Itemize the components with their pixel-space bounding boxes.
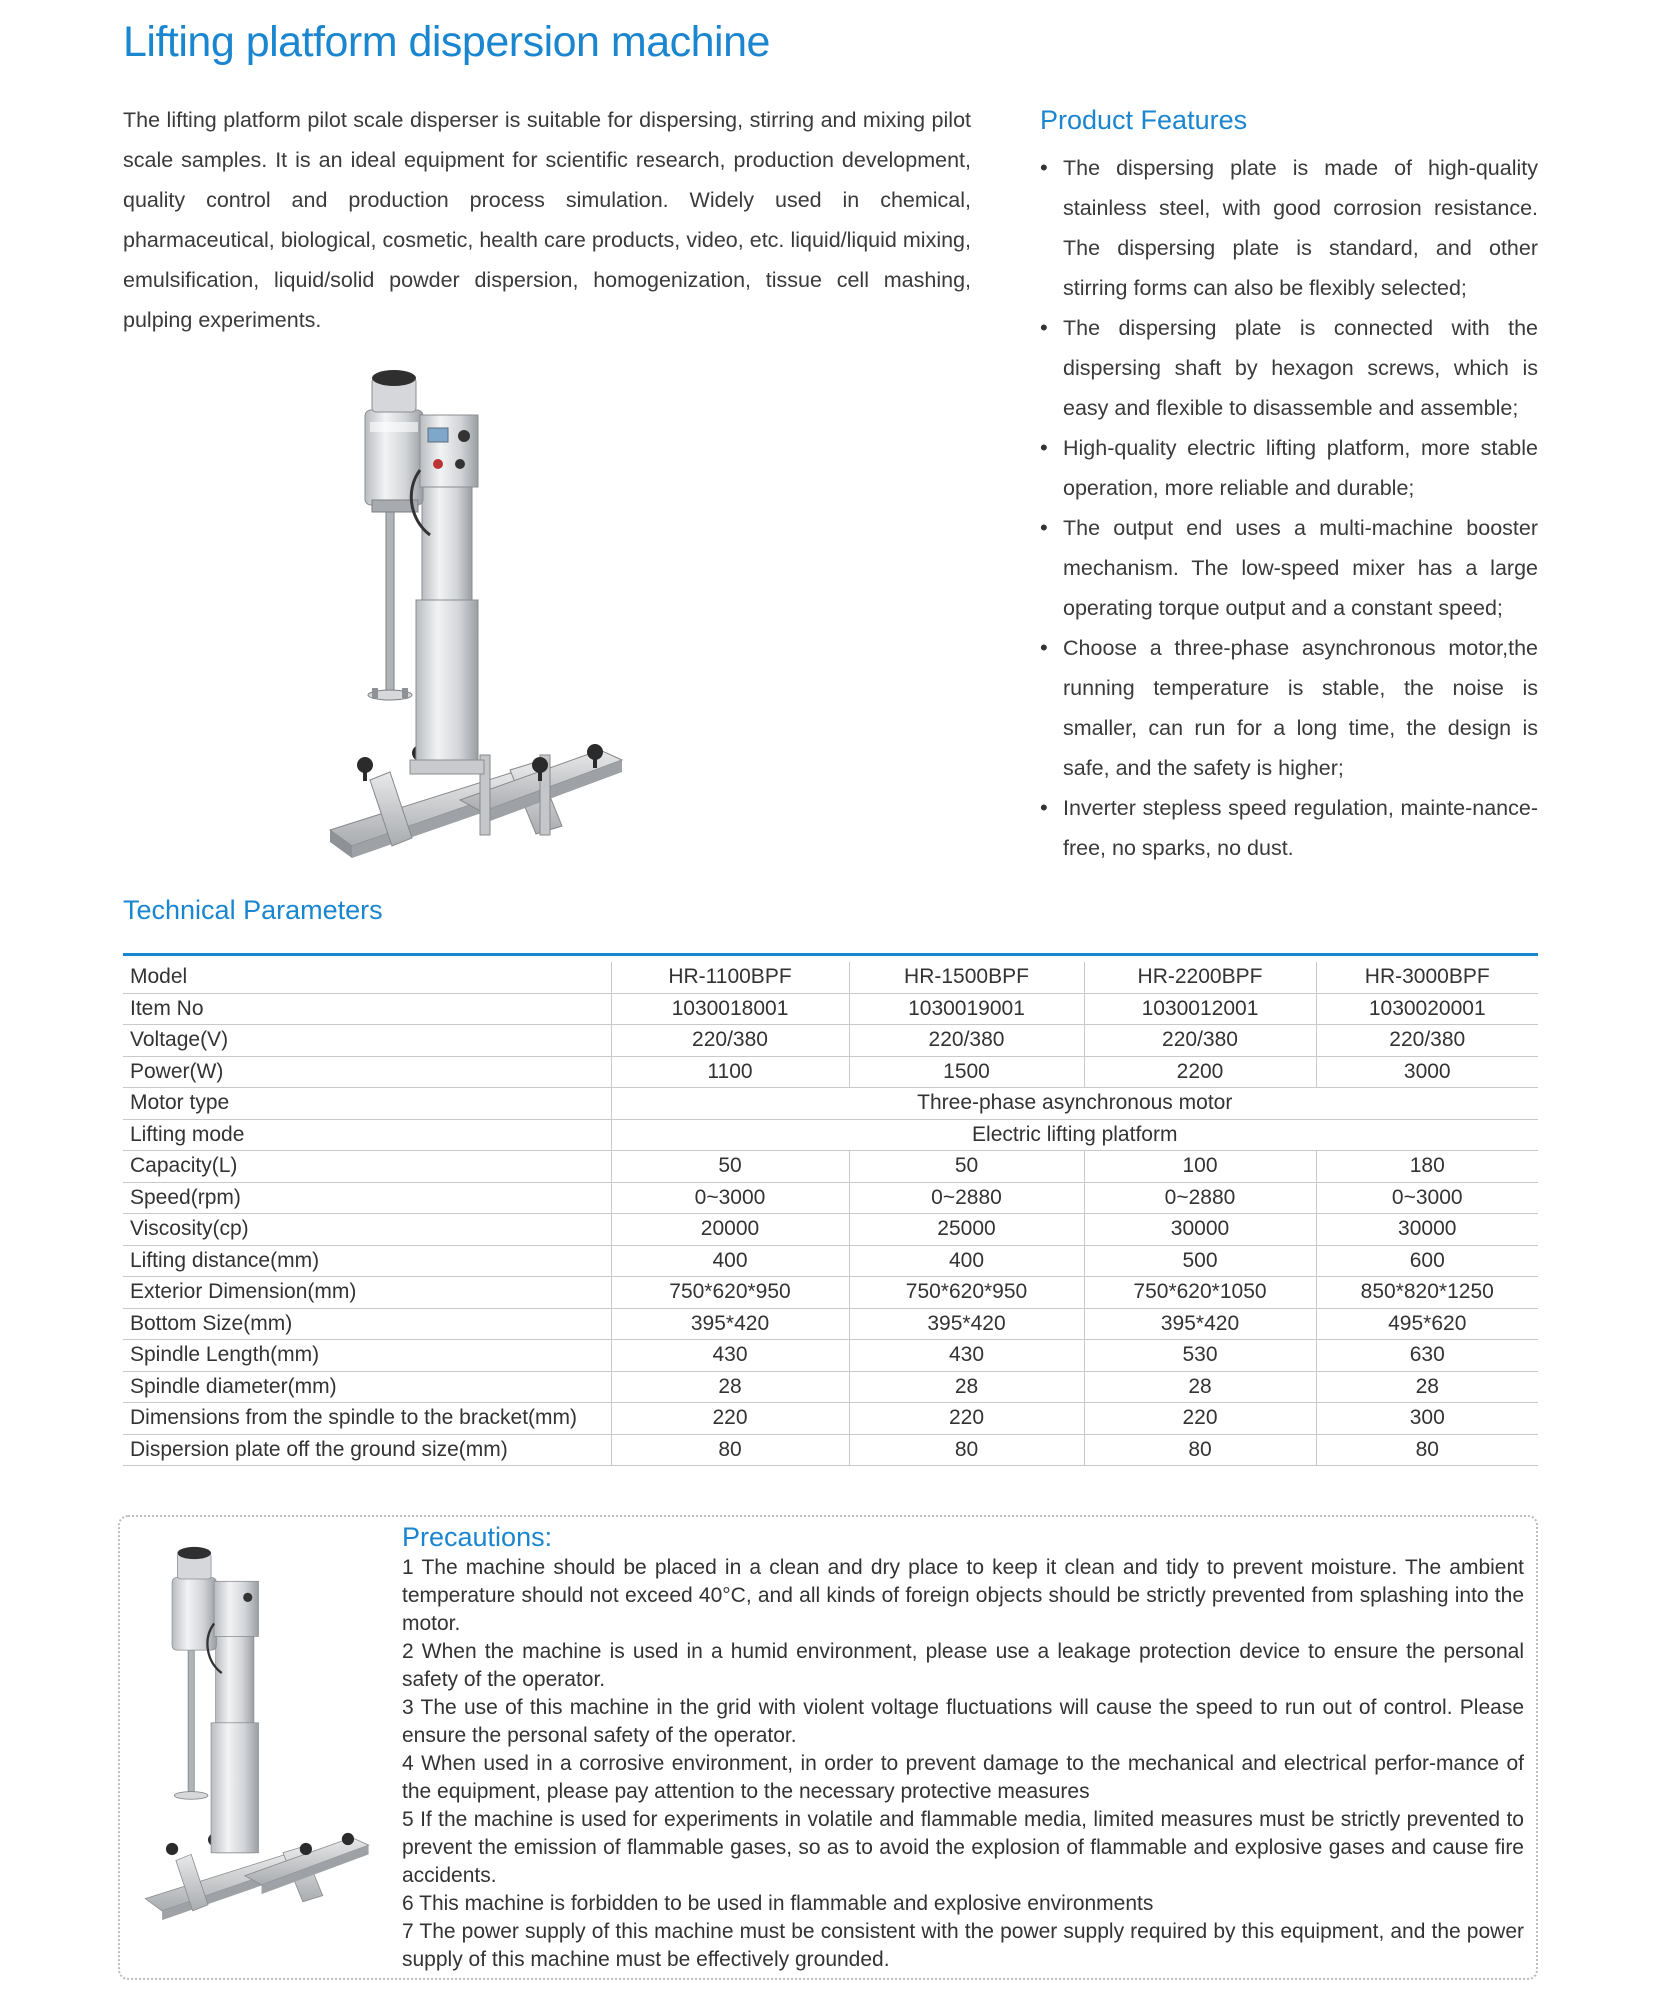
row-label: Dispersion plate off the ground size(mm): [123, 1434, 611, 1466]
params-divider: [123, 953, 1538, 956]
feature-item: • The dispersing plate is connected with the dispersing shaft by hexagon screws, which is easy and flexible to disassemble and assemble;: [1040, 308, 1538, 428]
params-table: [123, 962, 1538, 1466]
table-cell: Electric lifting platform: [611, 1119, 1538, 1151]
table-row: [123, 1245, 1538, 1277]
table-cell: 495*620: [1316, 1308, 1538, 1340]
table-cell: HR-1100BPF: [611, 962, 849, 993]
row-label: Dimensions from the spindle to the bracket(mm): [123, 1403, 611, 1435]
table-cell: 750*620*950: [611, 1277, 849, 1309]
table-cell: 400: [849, 1245, 1084, 1277]
features-list: [1040, 148, 1538, 868]
table-row: [123, 1182, 1538, 1214]
page-title: Lifting platform dispersion machine: [123, 18, 770, 66]
table-row: [123, 1340, 1538, 1372]
machine-image-small: [130, 1535, 390, 1945]
table-cell: 100: [1084, 1151, 1316, 1183]
table-cell: 850*820*1250: [1316, 1277, 1538, 1309]
row-label: Voltage(V): [123, 1025, 611, 1057]
table-cell: 1030019001: [849, 993, 1084, 1025]
row-label: Exterior Dimension(mm): [123, 1277, 611, 1309]
row-label: Power(W): [123, 1056, 611, 1088]
precaution-item: 7 The power supply of this machine must be consistent with the power supply required by this equipment, and the power supply of this machine must be effectively grounded.: [402, 1920, 1524, 1971]
table-cell: 220/380: [1316, 1025, 1538, 1057]
row-label: Spindle diameter(mm): [123, 1371, 611, 1403]
table-cell: HR-2200BPF: [1084, 962, 1316, 993]
table-cell: 28: [1084, 1371, 1316, 1403]
table-cell: 0~2880: [1084, 1182, 1316, 1214]
table-cell: 1500: [849, 1056, 1084, 1088]
table-cell: 220: [611, 1403, 849, 1435]
table-cell: 50: [849, 1151, 1084, 1183]
table-cell: 1100: [611, 1056, 849, 1088]
table-cell: 3000: [1316, 1056, 1538, 1088]
feature-item: • The dispersing plate is made of high-quality stainless steel, with good corrosion resistance. The dispersing plate is standard, and other stirring forms can also be flexibly selected;: [1040, 148, 1538, 308]
table-row: [123, 1119, 1538, 1151]
table-cell: 220/380: [611, 1025, 849, 1057]
precaution-item: 1 The machine should be placed in a clean and dry place to keep it clean and tidy to prevent moisture. The ambient temperature should not exceed 40°C, and all kinds of foreign objects should be strictly prevented from splashing into the motor.: [402, 1556, 1524, 1635]
table-cell: 2200: [1084, 1056, 1316, 1088]
table-cell: 395*420: [611, 1308, 849, 1340]
feature-item: • Inverter stepless speed regulation, mainte-nance-free, no sparks, no dust.: [1040, 788, 1538, 868]
table-row: [123, 1214, 1538, 1246]
table-row: [123, 993, 1538, 1025]
table-row: [123, 1403, 1538, 1435]
precaution-item: 5 If the machine is used for experiments in volatile and flammable media, limited measures must be strictly prevented to prevent the emission of flammable gases, so as to avoid the explosion of flammable and explosive gases and cause fire accidents.: [402, 1808, 1524, 1887]
table-cell: 220/380: [849, 1025, 1084, 1057]
table-cell: 180: [1316, 1151, 1538, 1183]
table-cell: 300: [1316, 1403, 1538, 1435]
table-row: [123, 962, 1538, 993]
table-cell: 30000: [1084, 1214, 1316, 1246]
params-heading: Technical Parameters: [123, 895, 383, 925]
table-cell: 400: [611, 1245, 849, 1277]
feature-item: • High-quality electric lifting platform, more stable operation, more reliable and durable;: [1040, 428, 1538, 508]
precaution-item: 2 When the machine is used in a humid environment, please use a leakage protection device to ensure the personal safety of the operator.: [402, 1640, 1524, 1691]
table-cell: 50: [611, 1151, 849, 1183]
table-cell: 30000: [1316, 1214, 1538, 1246]
precaution-item: 6 This machine is forbidden to be used in flammable and explosive environments: [402, 1892, 1154, 1915]
table-cell: 220/380: [1084, 1025, 1316, 1057]
row-label: Motor type: [123, 1088, 611, 1120]
table-cell: 28: [1316, 1371, 1538, 1403]
table-cell: 1030012001: [1084, 993, 1316, 1025]
table-cell: 530: [1084, 1340, 1316, 1372]
table-cell: 80: [1316, 1434, 1538, 1466]
table-cell: 750*620*950: [849, 1277, 1084, 1309]
table-cell: HR-3000BPF: [1316, 962, 1538, 993]
table-row: [123, 1308, 1538, 1340]
table-row: [123, 1277, 1538, 1309]
table-row: [123, 1434, 1538, 1466]
machine-image: [310, 360, 650, 885]
row-label: Bottom Size(mm): [123, 1308, 611, 1340]
table-cell: 0~3000: [1316, 1182, 1538, 1214]
table-row: [123, 1025, 1538, 1057]
table-cell: 220: [849, 1403, 1084, 1435]
row-label: Item No: [123, 993, 611, 1025]
table-cell: 28: [611, 1371, 849, 1403]
feature-item: • The output end uses a multi-machine booster mechanism. The low-speed mixer has a large operating torque output and a constant speed;: [1040, 508, 1538, 628]
table-cell: 1030020001: [1316, 993, 1538, 1025]
table-cell: 500: [1084, 1245, 1316, 1277]
table-cell: 0~2880: [849, 1182, 1084, 1214]
precaution-item: 3 The use of this machine in the grid with violent voltage fluctuations will cause the speed to run out of control. Please ensure the personal safety of the operator.: [402, 1696, 1524, 1747]
row-label: Spindle Length(mm): [123, 1340, 611, 1372]
precautions-list: [402, 1554, 1524, 1974]
row-label: Speed(rpm): [123, 1182, 611, 1214]
table-cell: 395*420: [1084, 1308, 1316, 1340]
table-cell: 80: [1084, 1434, 1316, 1466]
table-cell: 80: [611, 1434, 849, 1466]
row-label: Model: [123, 962, 611, 993]
table-cell: 750*620*1050: [1084, 1277, 1316, 1309]
table-cell: 600: [1316, 1245, 1538, 1277]
table-row: [123, 1151, 1538, 1183]
table-cell: Three-phase asynchronous motor: [611, 1088, 1538, 1120]
row-label: Capacity(L): [123, 1151, 611, 1183]
table-cell: 220: [1084, 1403, 1316, 1435]
table-cell: 630: [1316, 1340, 1538, 1372]
table-cell: 0~3000: [611, 1182, 849, 1214]
row-label: Lifting mode: [123, 1119, 611, 1151]
table-row: [123, 1371, 1538, 1403]
table-row: [123, 1056, 1538, 1088]
intro-paragraph: The lifting platform pilot scale disperser is suitable for dispersing, stirring and mixing pilot scale samples. It is an ideal equipment for scientific research, production development, quality control and production process simulation. Widely used in chemical, pharmaceutical, biological, cosmetic, health care products, video, etc. liquid/liquid mixing, emulsification, liquid/solid powder dispersion, homogenization, tissue cell mashing, pulping experiments.: [123, 108, 971, 332]
precaution-item: 4 When used in a corrosive environment, in order to prevent damage to the mechanical and electrical perfor-mance of the equipment, please pay attention to the necessary protective measures: [402, 1752, 1524, 1803]
table-cell: 20000: [611, 1214, 849, 1246]
precautions-heading: Precautions:: [402, 1522, 553, 1552]
table-cell: 28: [849, 1371, 1084, 1403]
features-heading: Product Features: [1040, 105, 1248, 135]
table-cell: 395*420: [849, 1308, 1084, 1340]
table-cell: HR-1500BPF: [849, 962, 1084, 993]
table-row: [123, 1088, 1538, 1120]
row-label: Lifting distance(mm): [123, 1245, 611, 1277]
row-label: Viscosity(cp): [123, 1214, 611, 1246]
table-cell: 430: [611, 1340, 849, 1372]
feature-item: • Choose a three-phase asynchronous motor,the running temperature is stable, the noise is smaller, can run for a long time, the design is safe, and the safety is higher;: [1040, 628, 1538, 788]
table-cell: 1030018001: [611, 993, 849, 1025]
table-cell: 25000: [849, 1214, 1084, 1246]
table-cell: 430: [849, 1340, 1084, 1372]
table-cell: 80: [849, 1434, 1084, 1466]
